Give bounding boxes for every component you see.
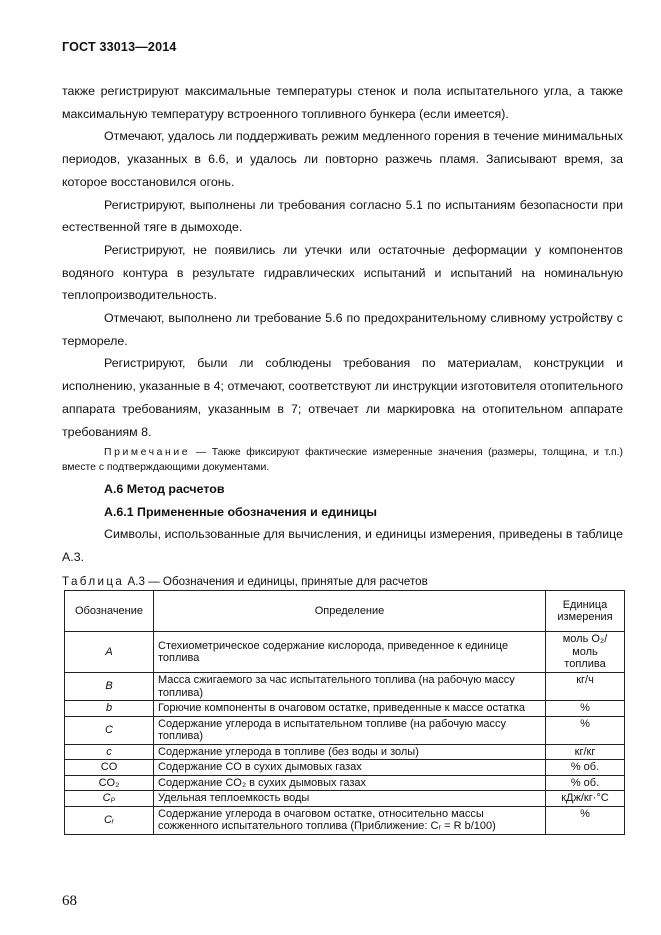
table-row: [65, 632, 625, 673]
page-number: 68: [62, 893, 77, 909]
row-unit: % об.: [546, 775, 625, 791]
symbols-table: [64, 590, 625, 835]
note-label: Примечание: [104, 447, 191, 459]
table-row: [65, 716, 625, 744]
row-definition: Удельная теплоемкость воды: [154, 791, 546, 807]
table-row: [65, 744, 625, 760]
paragraph-5: Отмечают, выполнено ли требование 5.6 по предохранительному сливному устройству с термореле.: [62, 311, 623, 348]
note: [62, 446, 623, 475]
intro-paragraph: Символы, использованные для вычисления, и единицы измерения, приведены в таблице А.3.: [62, 527, 623, 564]
row-symbol: c: [65, 744, 154, 760]
row-unit: %: [546, 701, 625, 717]
body-text: [62, 80, 623, 569]
paragraph-4: Регистрируют, не появились ли утечки или остаточные деформации у компонентов водяного контура в результате гидравлических испытаний и испытаний на номинальную теплопроизводительность.: [62, 242, 623, 303]
table-row: [65, 775, 625, 791]
table-row: [65, 791, 625, 807]
table-caption-label: Таблица: [62, 575, 125, 588]
row-definition: Масса сжигаемого за час испытательного топлива (на рабочую массу топлива): [154, 673, 546, 701]
row-definition: Стехиометрическое содержание кислорода, приведенное к единице топлива: [154, 632, 546, 673]
table-row: [65, 806, 625, 834]
row-unit: %: [546, 806, 625, 834]
row-definition: Содержание углерода в испытательном топливе (на рабочую массу топлива): [154, 716, 546, 744]
table-header-row: [65, 591, 625, 632]
row-unit: кг/кг: [546, 744, 625, 760]
row-symbol: B: [65, 673, 154, 701]
row-symbol: Cₚ: [65, 791, 154, 807]
row-unit: % об.: [546, 760, 625, 776]
row-unit: кДж/кг·°С: [546, 791, 625, 807]
table-caption: [62, 575, 428, 589]
row-symbol: CO₂: [65, 775, 154, 791]
header-definition: Определение: [154, 591, 546, 632]
row-definition: Горючие компоненты в очаговом остатке, приведенные к массе остатка: [154, 701, 546, 717]
row-symbol: A: [65, 632, 154, 673]
header-unit: Единица измерения: [546, 591, 625, 632]
header-symbol: Обозначение: [65, 591, 154, 632]
row-definition: Содержание углерода в очаговом остатке, относительно массы сожженного испытательного топлива (Приближение: Cᵣ = R b/100): [154, 806, 546, 834]
table-row: [65, 701, 625, 717]
row-unit: кг/ч: [546, 673, 625, 701]
table-row: [65, 673, 625, 701]
paragraph-3: Регистрируют, выполнены ли требования согласно 5.1 по испытаниям безопасности при естественной тяге в дымоходе.: [62, 197, 623, 235]
row-symbol: CO: [65, 760, 154, 776]
row-unit: %: [546, 716, 625, 744]
heading-a61: А.6.1 Примененные обозначения и единицы: [104, 504, 377, 519]
paragraph-2: Отмечают, удалось ли поддерживать режим медленного горения в течение минимальных периодов, указанных в 6.6, и удалось ли повторно разжечь пламя. Записывают время, за которое восстановился огонь.: [62, 129, 623, 189]
paragraph-6: Регистрируют, были ли соблюдены требования по материалам, конструкции и исполнению, указанные в 4; отмечают, соответствуют ли инструкции изготовителя отопительного аппарата требованиям, указанным в 7; отвечает ли маркировка на отопительном аппарате требованиям 8.: [62, 356, 623, 439]
row-definition: Содержание CO₂ в сухих дымовых газах: [154, 775, 546, 791]
note-text: — Также фиксируют фактические измеренные значения (размеры, толщина, и т.п.) вместе с подтверждающими документами.: [62, 447, 623, 473]
row-symbol: C: [65, 716, 154, 744]
row-symbol: Cᵣ: [65, 806, 154, 834]
row-definition: Содержание CO в сухих дымовых газах: [154, 760, 546, 776]
heading-a6: А.6 Метод расчетов: [104, 482, 225, 497]
paragraph-1: также регистрируют максимальные температуры стенок и пола испытательного угла, а также максимальную температуру встроенного топливного бункера (если имеется).: [62, 84, 623, 121]
row-symbol: b: [65, 701, 154, 717]
table-caption-text: А.3 — Обозначения и единицы, принятые для расчетов: [124, 575, 428, 588]
row-unit: моль O₂/ моль топлива: [546, 632, 625, 673]
row-definition: Содержание углерода в топливе (без воды и золы): [154, 744, 546, 760]
table-row: [65, 760, 625, 776]
document-header: ГОСТ 33013—2014: [62, 40, 177, 54]
